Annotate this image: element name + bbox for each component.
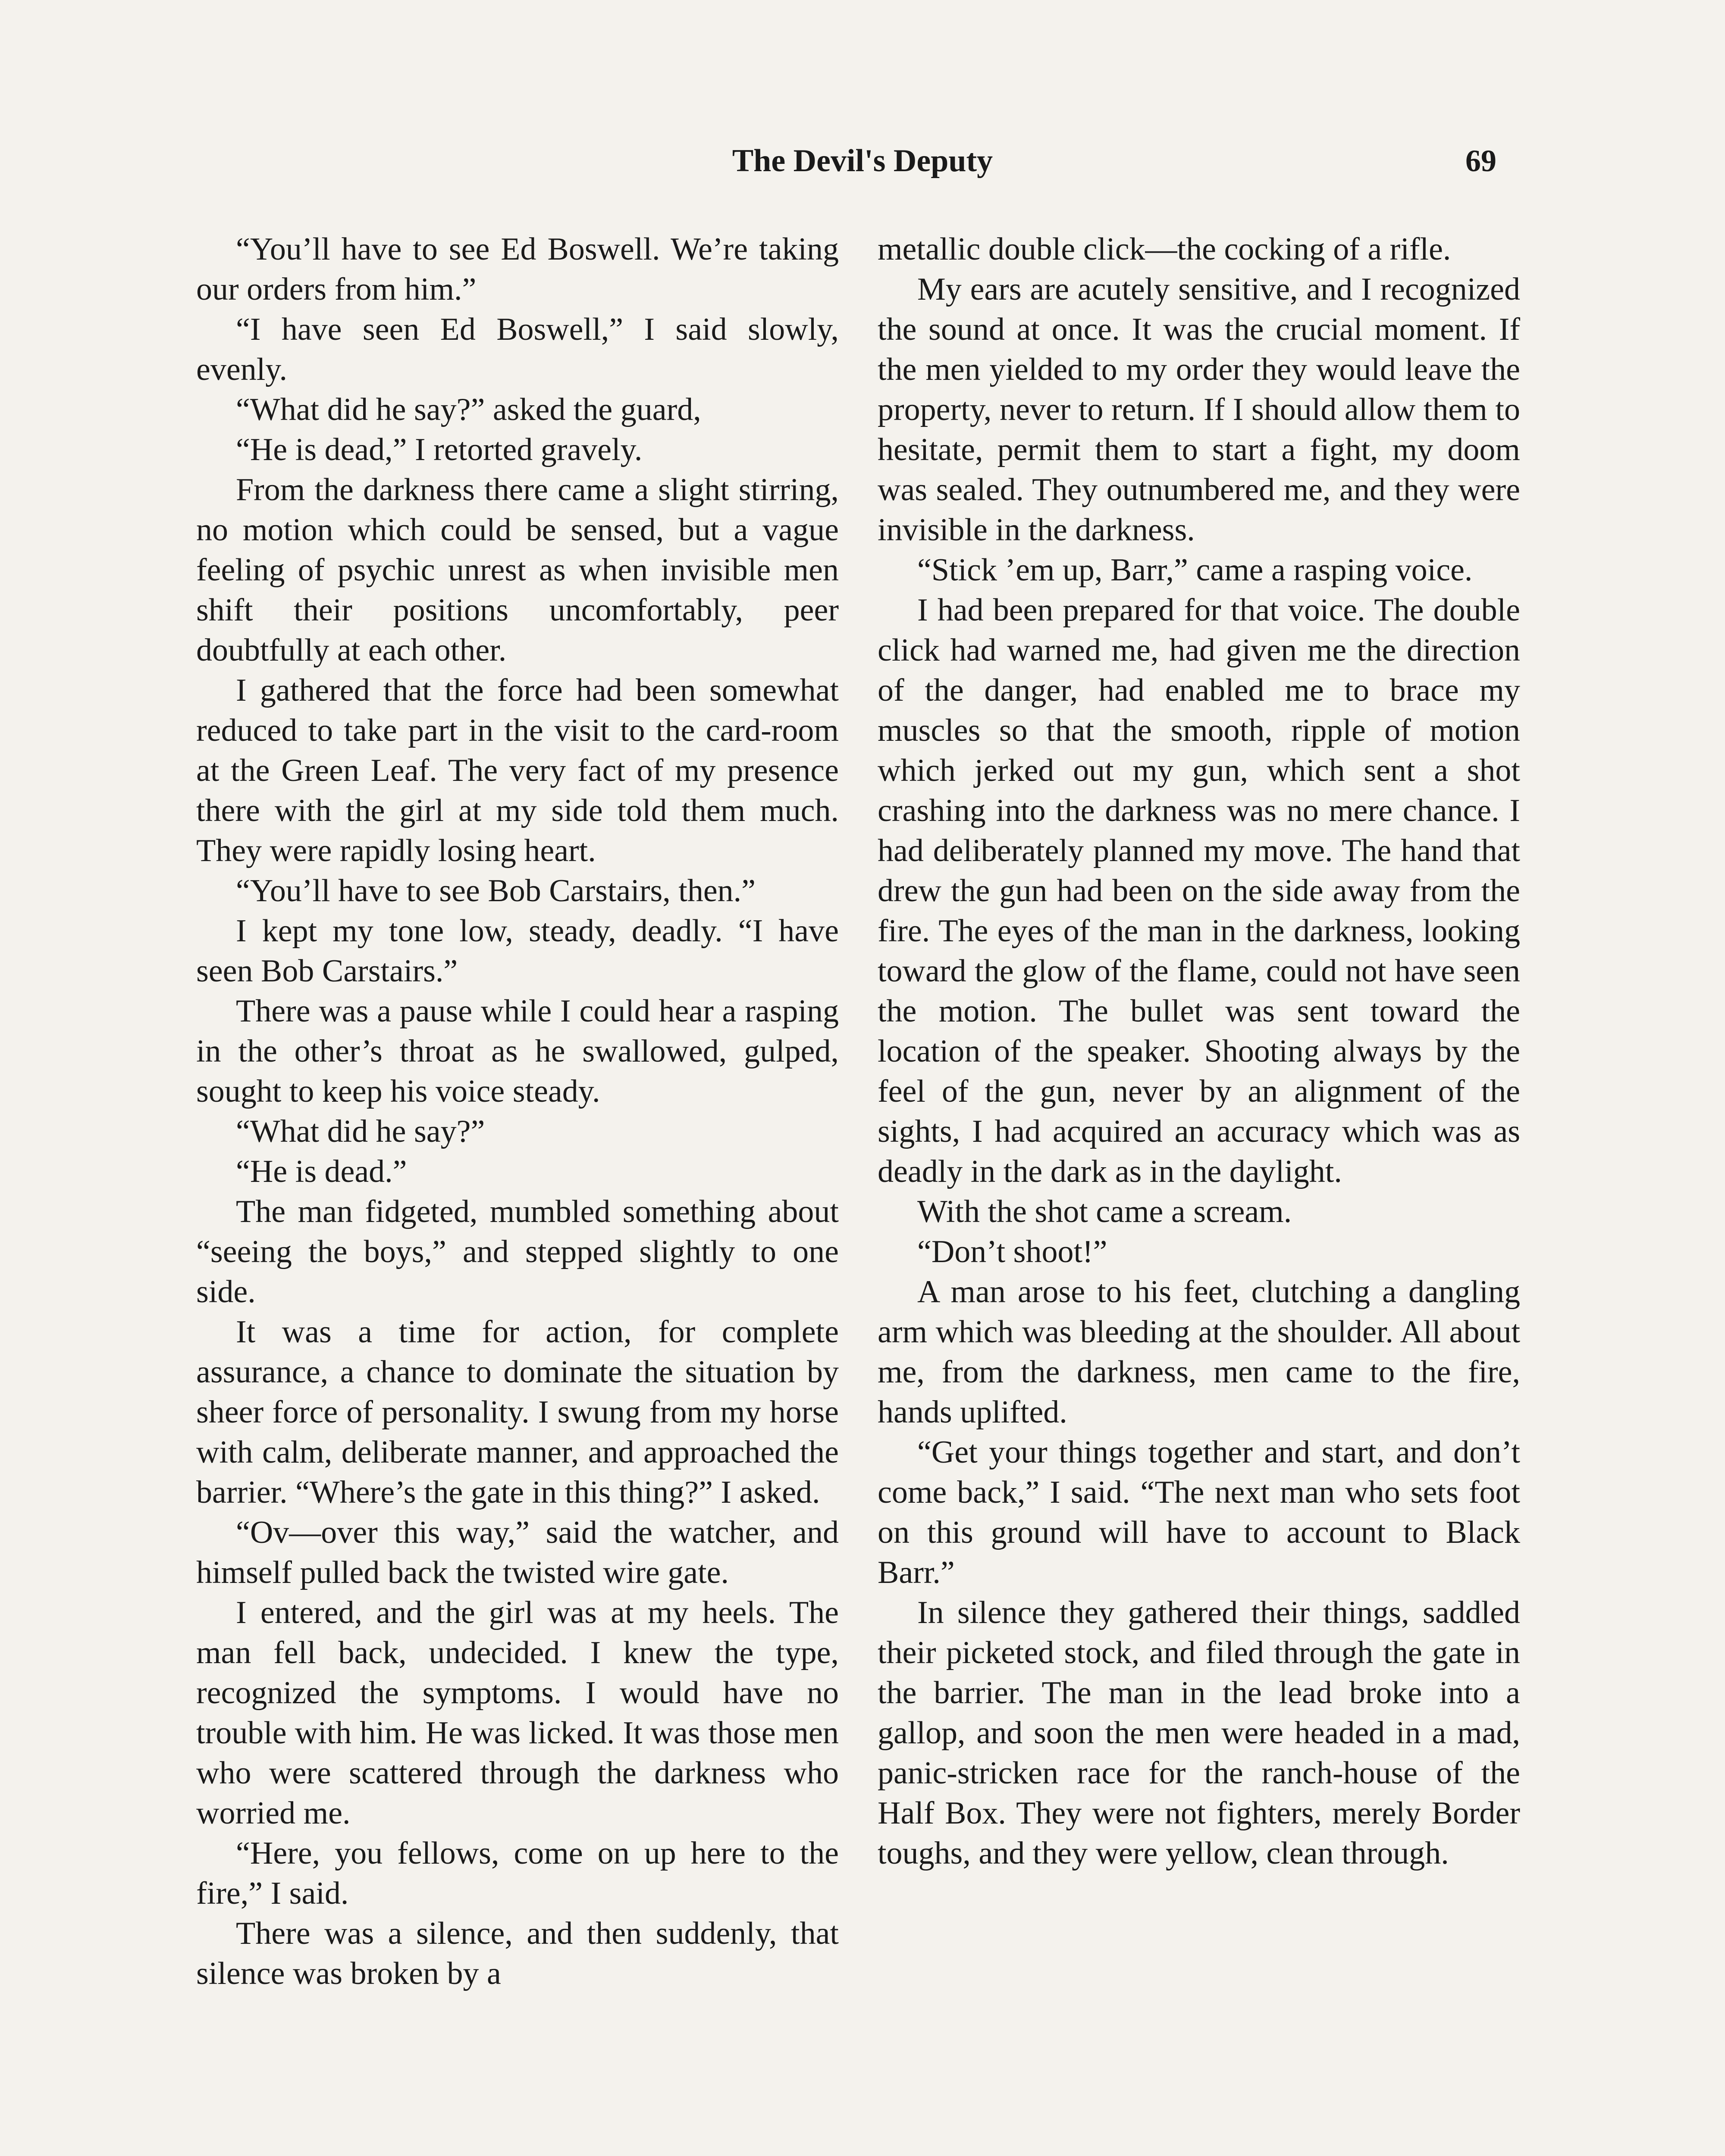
paragraph: “What did he say?” asked the guard,	[236, 392, 701, 427]
paragraph: I entered, and the girl was at my heels. The man fell back, undecided. I knew the type, recognized the symptoms. I would have no trouble with him. He was licked. It was those men who were scattered through the darkness who worried me.	[196, 1595, 839, 1831]
paragraph: It was a time for action, for complete assurance, a chance to dominate the situation by sheer force of personality. I swung from my horse with calm, deliberate manner, and approached the barrier. “Where’s the gate in this thing?” I asked.	[196, 1314, 839, 1510]
paragraph: “You’ll have to see Bob Carstairs, then.”	[236, 873, 756, 909]
paragraph: “Stick ’em up, Barr,” came a rasping voice.	[917, 552, 1473, 588]
paragraph: There was a silence, and then suddenly, that silence was broken by a	[196, 1916, 839, 1991]
paragraph: “He is dead.”	[236, 1154, 407, 1189]
paragraph: A man arose to his feet, clutching a dangling arm which was bleeding at the shoulder. All about me, from the darkness, men came to the fire, hands uplifted.	[878, 1274, 1520, 1430]
paragraph: With the shot came a scream.	[917, 1194, 1292, 1229]
paragraph: “I have seen Ed Boswell,” I said slowly, evenly.	[196, 312, 839, 387]
paragraph: There was a pause while I could hear a rasping in the other’s throat as he swallowed, gulped, sought to keep his voice steady.	[196, 993, 839, 1109]
paragraph: “Here, you fellows, come on up here to the fire,” I said.	[196, 1836, 839, 1911]
left-column	[196, 229, 839, 1994]
paragraph: “He is dead,” I retorted gravely.	[236, 432, 643, 467]
paragraph: I gathered that the force had been somewhat reduced to take part in the visit to the card-room at the Green Leaf. The very fact of my presence there with the girl at my side told them much. They were rapidly losing heart.	[196, 673, 839, 868]
running-head	[0, 137, 1725, 185]
paragraph: My ears are acutely sensitive, and I recognized the sound at once. It was the crucial moment. If the men yielded to my order they would leave the property, never to return. If I should allow them to hesitate, permit them to start a fight, my doom was sealed. They outnumbered me, and they were invisible in the darkness.	[878, 272, 1520, 548]
paragraph: I had been prepared for that voice. The double click had warned me, had given me the direction of the danger, had enabled me to brace my muscles so that the smooth, ripple of motion which jerked out my gun, which sent a shot crashing into the darkness was no mere chance. I had deliberately planned my move. The hand that drew the gun had been on the side away from the fire. The eyes of the man in the darkness, looking toward the glow of the flame, could not have seen the motion. The bullet was sent toward the location of the speaker. Shooting always by the feel of the gun, never by an alignment of the sights, I had acquired an accuracy which was as deadly in the dark as in the daylight.	[878, 592, 1520, 1189]
right-column	[878, 229, 1520, 1874]
paragraph: “You’ll have to see Ed Boswell. We’re taking our orders from him.”	[196, 232, 839, 307]
page-number: 69	[1465, 144, 1496, 178]
paragraph: “Get your things together and start, and don’t come back,” I said. “The next man who sets foot on this ground will have to account to Black Barr.”	[878, 1435, 1520, 1590]
paragraph: From the darkness there came a slight stirring, no motion which could be sensed, but a vague feeling of psychic unrest as when invisible men shift their positions uncomfortably, peer doubtfully at each other.	[196, 472, 839, 668]
running-title: The Devil's Deputy	[732, 143, 993, 179]
paragraph: “Don’t shoot!”	[917, 1234, 1107, 1269]
paragraph: “What did he say?”	[236, 1114, 485, 1149]
paragraph: The man fidgeted, mumbled something about “seeing the boys,” and stepped slightly to one side.	[196, 1194, 839, 1310]
paragraph: “Ov—over this way,” said the watcher, and himself pulled back the twisted wire gate.	[196, 1515, 839, 1590]
paragraph: In silence they gathered their things, saddled their picketed stock, and filed through the gate in the barrier. The man in the lead broke into a gallop, and soon the men were headed in a mad, panic-stricken race for the ranch-house of the Half Box. They were not fighters, merely Border toughs, and they were yellow, clean through.	[878, 1595, 1520, 1871]
paragraph: I kept my tone low, steady, deadly. “I have seen Bob Carstairs.”	[196, 913, 839, 989]
paragraph-continued: metallic double click—the cocking of a rifle.	[878, 232, 1451, 267]
